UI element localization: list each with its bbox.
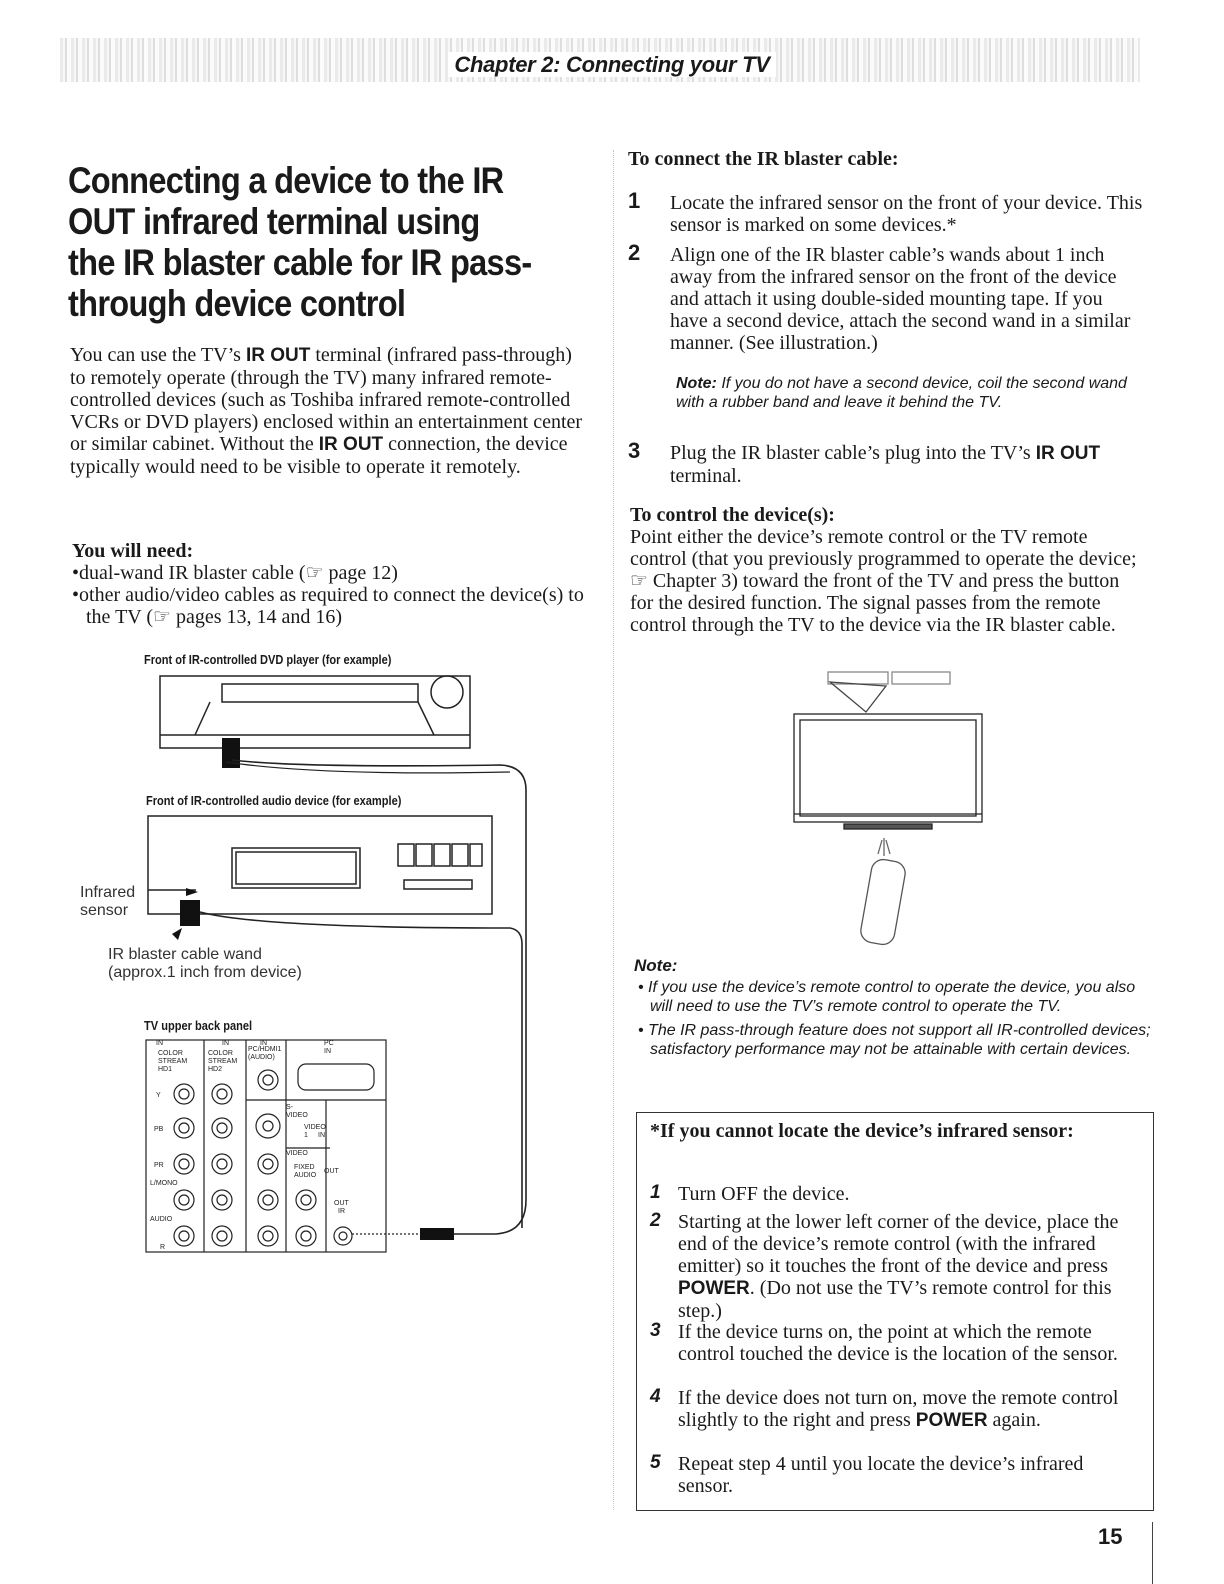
step-number: 1 xyxy=(628,188,641,213)
intro-paragraph: You can use the TV’s IR OUT terminal (infrared pass-through) to remotely operate (through the TV) many infrared remote-controlled devices (such as Toshiba infrared remote-controlled VCRs or DVD players) enclosed within an entertainment center or similar cabinet. Without the IR OUT connection, the device typically would need to be visible to operate it remotely. xyxy=(70,344,583,478)
box-step-1: Turn OFF the device. xyxy=(678,1183,850,1205)
ir-plug xyxy=(420,1228,454,1240)
step-number: 3 xyxy=(628,438,641,463)
connect-heading: To connect the IR blaster cable: xyxy=(628,148,899,170)
page-edge-bar xyxy=(1152,1522,1153,1584)
audio-label: Front of IR-controlled audio device (for example) xyxy=(146,793,402,808)
notes-heading: Note: xyxy=(634,956,678,975)
step-number: 2 xyxy=(628,240,641,265)
audio-device-illustration xyxy=(148,816,492,914)
step-number: 2 xyxy=(650,1210,661,1231)
page-number: 15 xyxy=(1098,1524,1123,1549)
dvd-label: Front of IR-controlled DVD player (for example) xyxy=(144,652,392,667)
connection-diagram xyxy=(0,0,612,1280)
box-step-3: If the device turns on, the point at which the remote control touched the device is the location of the sensor. xyxy=(678,1321,1118,1365)
notes-list xyxy=(636,978,1152,1059)
column-divider xyxy=(613,150,614,1510)
dvd-player-illustration xyxy=(160,676,470,748)
wand-label: IR blaster cable wand (approx.1 inch from device) xyxy=(108,946,302,981)
control-paragraph: Point either the device’s remote control or the TV remote control (that you previously programmed to operate the device; ☞ Chapter 3) toward the front of the TV and press the button for the desired function. The signal passes from the remote control through the TV to the device via the IR blaster cable. xyxy=(630,526,1137,636)
need-item: •dual-wand IR blaster cable (☞ page 12) xyxy=(72,562,398,584)
box-step-5: Repeat step 4 until you locate the device’s infrared sensor. xyxy=(678,1453,1084,1497)
connect-step-1: Locate the infrared sensor on the front of your device. This sensor is marked on some devices.* xyxy=(670,192,1143,236)
need-heading: You will need: xyxy=(72,540,194,562)
note-item: • The IR pass-through feature does not support all IR-controlled devices; satisfactory performance may not be attainable with certain devices. xyxy=(638,1022,1151,1058)
step-number: 5 xyxy=(650,1452,661,1473)
control-heading: To control the device(s): xyxy=(630,504,835,526)
panel-label: TV upper back panel xyxy=(144,1018,253,1033)
note-item: • If you use the device’s remote control to operate the device, you also will need to use the TV’s remote control to operate the TV. xyxy=(638,979,1136,1015)
connect-step-3: Plug the IR blaster cable’s plug into the TV’s IR OUT terminal. xyxy=(670,442,1101,487)
tv-remote-illustration xyxy=(780,664,1000,954)
need-item: •other audio/video cables as required to connect the device(s) to the TV (☞ pages 13, 14 and 16) xyxy=(72,584,584,628)
page-title: Connecting a device to the IR OUT infrared terminal using the IR blaster cable for IR pass-through device control xyxy=(68,160,532,324)
step-number: 3 xyxy=(650,1320,661,1341)
box-step-4: If the device does not turn on, move the remote control slightly to the right and press POWER again. xyxy=(678,1387,1119,1431)
chapter-header: Chapter 2: Connecting your TV xyxy=(0,52,1224,78)
connect-note: Note: If you do not have a second device, coil the second wand with a rubber band and leave it behind the TV. xyxy=(676,375,1127,411)
box-step-2: Starting at the lower left corner of the device, place the end of the device’s remote control (with the infrared emitter) so it touches the front of the device and press POWER. (Do not use the TV’s remote control for this step.) xyxy=(678,1211,1119,1322)
step-number: 1 xyxy=(650,1182,661,1203)
step-number: 4 xyxy=(650,1386,661,1407)
box-heading: *If you cannot locate the device’s infrared sensor: xyxy=(650,1120,1074,1142)
sensor-label: Infrared sensor xyxy=(80,884,136,919)
connect-step-2: Align one of the IR blaster cable’s wands about 1 inch away from the infrared sensor on the front of the device and attach it using double-sided mounting tape. If you have a second device, attach the second wand in a similar manner. (See illustration.) xyxy=(670,244,1131,354)
